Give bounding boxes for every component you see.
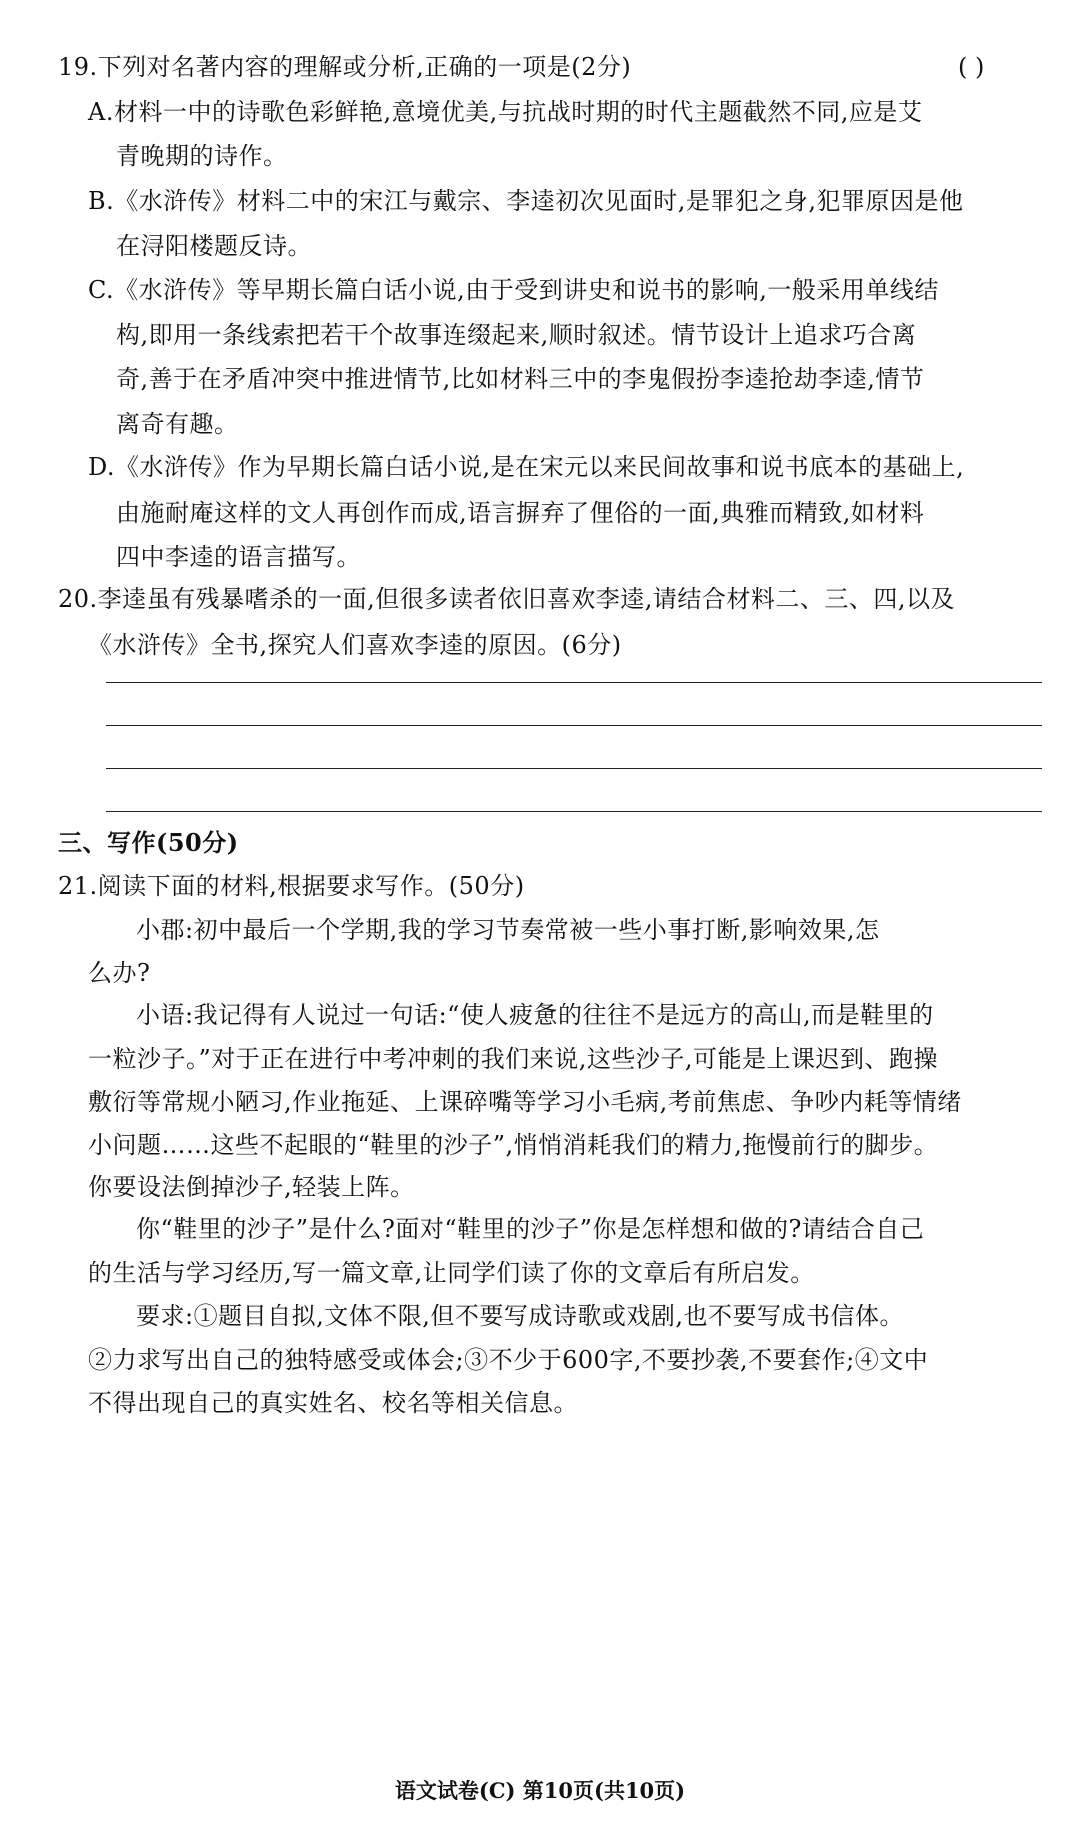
q19-option-d-line-1: D.《水浒传》作为早期长篇白话小说,是在宋元以来民间故事和说书底本的基础上,	[88, 453, 965, 481]
q19-option-c-line-4: 离奇有趣。	[116, 410, 239, 438]
q21-material-line-1: 小郡:初中最后一个学期,我的学习节奏常被一些小事打断,影响效果,怎	[136, 916, 880, 944]
q19-option-d-line-2: 由施耐庵这样的文人再创作而成,语言摒弃了俚俗的一面,典雅而精致,如材料	[116, 499, 925, 527]
q19-stem: 19.下列对名著内容的理解或分析,正确的一项是(2分)	[58, 53, 632, 81]
q21-material-line-3: 小语:我记得有人说过一句话:“使人疲惫的往往不是远方的高山,而是鞋里的	[136, 1001, 934, 1029]
q21-material-line-7: 你要设法倒掉沙子,轻装上阵。	[88, 1173, 415, 1201]
q19-option-a-line-2: 青晚期的诗作。	[116, 142, 288, 170]
q20-stem-line-2: 《水浒传》全书,探究人们喜欢李逵的原因。(6分)	[88, 631, 622, 659]
q20-stem-line-1: 20.李逵虽有残暴嗜杀的一面,但很多读者依旧喜欢李逵,请结合材料二、三、四,以及	[58, 585, 956, 613]
q21-prompt-line-2: 的生活与学习经历,写一篇文章,让同学们读了你的文章后有所启发。	[88, 1259, 815, 1287]
answer-line-2[interactable]	[106, 725, 1042, 726]
page-footer: 语文试卷(C) 第10页(共10页)	[394, 1778, 686, 1803]
q21-material-line-2: 么办?	[88, 959, 151, 987]
q21-requirement-line-1: 要求:①题目自拟,文体不限,但不要写成诗歌或戏剧,也不要写成书信体。	[136, 1302, 904, 1330]
q19-option-d-line-3: 四中李逵的语言描写。	[116, 543, 361, 571]
answer-line-1[interactable]	[106, 682, 1042, 683]
q19-option-c-line-3: 奇,善于在矛盾冲突中推进情节,比如材料三中的李鬼假扮李逵抢劫李逵,情节	[116, 365, 925, 393]
section-heading-writing: 三、写作(50分)	[58, 828, 239, 857]
q19-answer-bracket: ( )	[958, 53, 985, 81]
q19-option-b-line-2: 在浔阳楼题反诗。	[116, 232, 312, 260]
q21-prompt-line-1: 你“鞋里的沙子”是什么?面对“鞋里的沙子”你是怎样想和做的?请结合自己	[136, 1215, 925, 1243]
q19-option-a-line-1: A.材料一中的诗歌色彩鲜艳,意境优美,与抗战时期的时代主题截然不同,应是艾	[88, 98, 923, 126]
q21-material-line-6: 小问题……这些不起眼的“鞋里的沙子”,悄悄消耗我们的精力,拖慢前行的脚步。	[88, 1131, 939, 1159]
q21-requirement-line-2: ②力求写出自己的独特感受或体会;③不少于600字,不要抄袭,不要套作;④文中	[88, 1346, 929, 1374]
q21-material-line-5: 敷衍等常规小陋习,作业拖延、上课碎嘴等学习小毛病,考前焦虑、争吵内耗等情绪	[88, 1088, 962, 1116]
q21-stem: 21.阅读下面的材料,根据要求写作。(50分)	[58, 872, 525, 900]
q21-material-line-4: 一粒沙子。”对于正在进行中考冲刺的我们来说,这些沙子,可能是上课迟到、跑操	[88, 1045, 939, 1073]
q21-requirement-line-3: 不得出现自己的真实姓名、校名等相关信息。	[88, 1389, 578, 1417]
answer-line-4[interactable]	[106, 811, 1042, 812]
q19-option-b-line-1: B.《水浒传》材料二中的宋江与戴宗、李逵初次见面时,是罪犯之身,犯罪原因是他	[88, 187, 964, 215]
q19-option-c-line-2: 构,即用一条线索把若干个故事连缀起来,顺时叙述。情节设计上追求巧合离	[116, 321, 917, 349]
q19-option-c-line-1: C.《水浒传》等早期长篇白话小说,由于受到讲史和说书的影响,一般采用单线结	[88, 276, 939, 304]
answer-line-3[interactable]	[106, 768, 1042, 769]
